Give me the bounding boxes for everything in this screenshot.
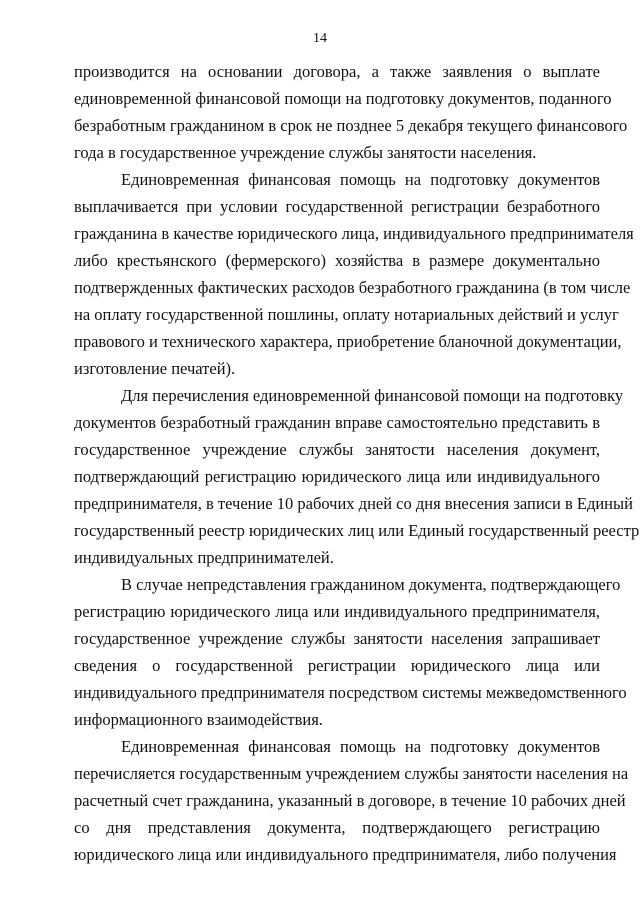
text-line: индивидуальных предпринимателей.: [74, 548, 334, 567]
text-line: информационного взаимодействия.: [74, 710, 323, 729]
text-line: изготовление печатей).: [74, 359, 236, 378]
text-line: Единовременная финансовая помощь на подготовку документов: [121, 170, 600, 189]
text-line: безработным гражданином в срок не позднее 5 декабря текущего финансового: [74, 116, 628, 135]
text-line: сведения о государственной регистрации юридического лица или: [74, 656, 600, 675]
text-line: Единовременная финансовая помощь на подготовку документов: [121, 737, 600, 756]
text-line: В случае непредставления гражданином документа, подтверждающего: [121, 575, 621, 594]
paragraph-2: [74, 166, 634, 382]
text-line: подтвержденных фактических расходов безработного гражданина (в том числе: [74, 278, 631, 297]
text-line: гражданина в качестве юридического лица, индивидуального предпринимателя: [74, 224, 634, 243]
page-number: 14: [313, 31, 327, 46]
paragraph-5: [74, 733, 629, 868]
text-line: расчетный счет гражданина, указанный в договоре, в течение 10 рабочих дней: [74, 791, 626, 810]
text-line: выплачивается при условии государственной регистрации безработного: [74, 197, 600, 216]
text-line: правового и технического характера, приобретение бланочной документации,: [74, 332, 622, 351]
text-line: юридического лица или индивидуального предпринимателя, либо получения: [74, 845, 617, 864]
text-line: государственное учреждение службы занятости населения документ,: [74, 440, 600, 459]
text-line: подтверждающий регистрацию юридического лица или индивидуального: [74, 467, 600, 486]
text-line: документов безработный гражданин вправе самостоятельно представить в: [74, 413, 600, 432]
text-line: года в государственное учреждение службы занятости населения.: [74, 143, 537, 162]
text-line: на оплату государственной пошлины, оплату нотариальных действий и услуг: [74, 305, 619, 324]
paragraph-4: [74, 571, 627, 733]
text-line: со дня представления документа, подтверждающего регистрацию: [74, 818, 600, 837]
text-line: государственное учреждение службы занятости населения запрашивает: [74, 629, 600, 648]
text-line: единовременной финансовой помощи на подготовку документов, поданного: [74, 89, 612, 108]
text-line: предпринимателя, в течение 10 рабочих дней со дня внесения записи в Единый: [74, 494, 633, 513]
text-line: либо крестьянского (фермерского) хозяйства в размере документально: [74, 251, 600, 270]
text-line: производится на основании договора, а также заявления о выплате: [74, 62, 600, 81]
text-line: государственный реестр юридических лиц или Единый государственный реестр: [74, 521, 640, 540]
text-line: регистрацию юридического лица или индивидуального предпринимателя,: [74, 602, 600, 621]
paragraph-3: [74, 382, 640, 571]
text-line: Для перечисления единовременной финансовой помощи на подготовку: [121, 386, 624, 405]
text-line: перечисляется государственным учреждением службы занятости населения на: [74, 764, 629, 783]
document-body: [74, 58, 640, 868]
paragraph-1: [74, 58, 628, 166]
text-line: индивидуального предпринимателя посредством системы межведомственного: [74, 683, 627, 702]
